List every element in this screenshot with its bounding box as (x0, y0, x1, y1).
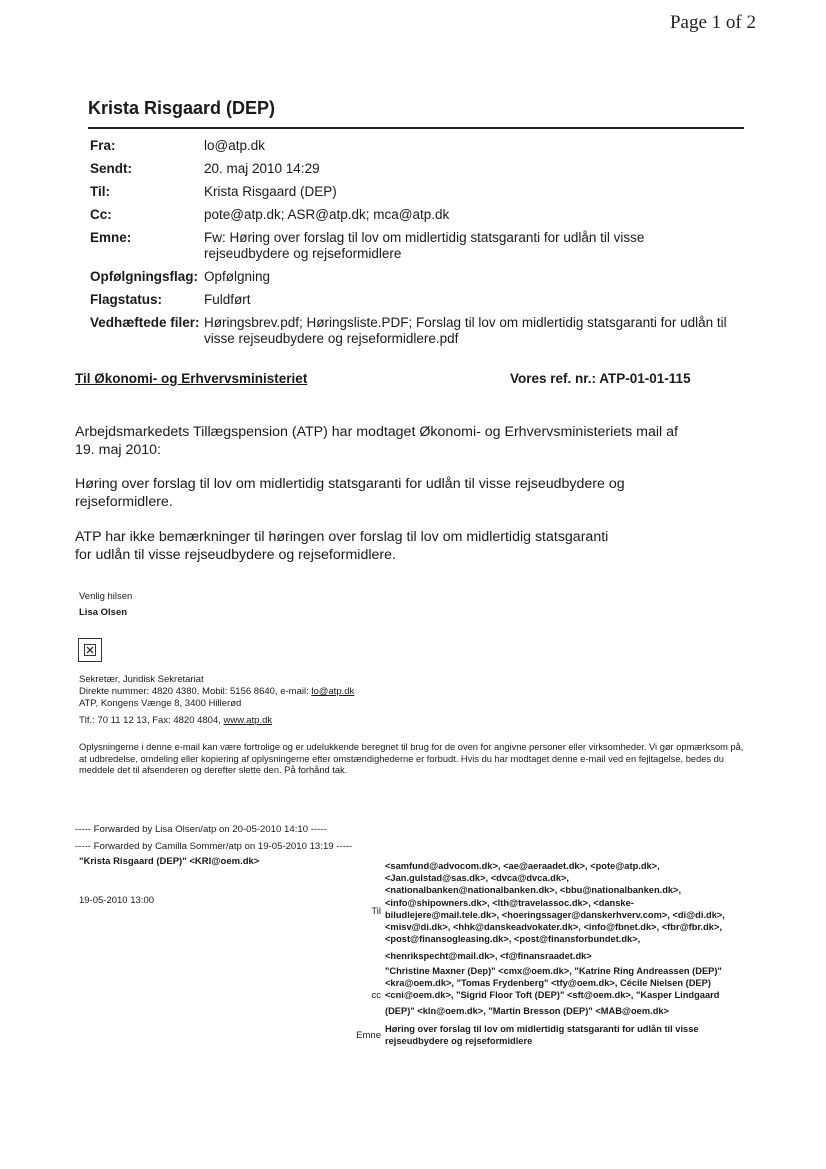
company-contact-text: Tlf.: 70 11 12 13, Fax: 4820 4804, (79, 715, 224, 726)
title-divider (88, 127, 744, 129)
to-line: <nationalbanken@nationalbanken.dk>, <bbu@nationalbanken.dk>, (385, 885, 682, 896)
signer-address: ATP, Kongens Vænge 8, 3400 Hillerød (79, 698, 242, 709)
flag-status-label: Flagstatus: (90, 292, 163, 307)
cc-value: pote@atp.dk; ASR@atp.dk; mca@atp.dk (204, 207, 450, 222)
to-line: <samfund@advocom.dk>, <ae@aeraadet.dk>, <pote@atp.dk>, (385, 861, 660, 871)
subject-line: rejseudbydere og rejseformidlere (385, 1036, 533, 1047)
original-to-label: Til (371, 906, 381, 917)
header-row-subject (90, 230, 750, 269)
signer-role: Sekretær, Juridisk Sekretariat (79, 674, 204, 685)
to-line: <henrikspecht@mail.dk>, <f@finansraadet.dk> (385, 951, 592, 962)
followup-flag-value: Opfølgning (204, 269, 271, 284)
header-row-to (90, 184, 750, 207)
email-title: Krista Risgaard (DEP) (88, 98, 276, 118)
to-line: <post@finansogleasing.dk>, <post@finansforbundet.dk>, (385, 934, 641, 945)
subject-line: Høring over forslag til lov om midlertidig statsgaranti for udlån til visse (385, 1024, 699, 1034)
reference-number: Vores ref. nr.: ATP-01-01-115 (510, 371, 691, 386)
broken-image-icon (78, 638, 102, 662)
original-subject-label: Emne (356, 1030, 381, 1041)
original-cc-label: cc (371, 990, 381, 1001)
original-date: 19-05-2010 13:00 (79, 895, 155, 906)
header-row-sent (90, 161, 750, 184)
header-row-flag-status (90, 292, 750, 315)
company-contact (79, 715, 272, 727)
subject-label: Emne: (90, 230, 132, 245)
recipient-ministry: Til Økonomi- og Erhvervsministeriet (75, 371, 308, 386)
cc-label: Cc: (90, 207, 112, 222)
sent-value: 20. maj 2010 14:29 (204, 161, 320, 176)
to-line: <misv@di.dk>, <hhk@danskeadvokater.dk>, <info@fbnet.dk>, <fbr@fbr.dk>, (385, 922, 722, 933)
header-row-cc (90, 207, 750, 230)
forward-line-1: ----- Forwarded by Lisa Olsen/atp on 20-05-2010 14:10 ----- (75, 824, 327, 835)
to-value: Krista Risgaard (DEP) (204, 184, 337, 199)
original-cc-list (385, 965, 765, 1017)
to-line: <info@shipowners.dk>, <lth@travelassoc.dk>, <danske- (385, 897, 634, 908)
cc-line: (DEP)" <kln@oem.dk>, "Martin Bresson (DEP)" <MAB@oem.dk> (385, 1005, 669, 1016)
from-value[interactable]: lo@atp.dk (204, 138, 265, 153)
from-label: Fra: (90, 138, 116, 153)
to-line: <Jan.gulstad@sas.dk>, <dvca@dvca.dk>, (385, 873, 570, 884)
subject-value: Fw: Høring over forslag til lov om midlertidig statsgaranti for udlån til visse rejseudbydere og rejseformidlere (204, 230, 645, 261)
body-paragraph-1: Arbejdsmarkedets Tillægspension (ATP) har modtaget Økonomi- og Erhvervsministeriets mail af 19. maj 2010: (75, 424, 678, 458)
disclaimer: Oplysningerne i denne e-mail kan være fortrolige og er udelukkende beregnet til brug for de oven for angivne personer eller virksomheder. Vi gør opmærksom på, at udbredelse, omdeling eller kopiering af oplysningerne efter omstændighederne er forbudt. Hvis du har modtaget denne e-mail ved en fejltagelse, bedes du meddele det til afsenderen og derefter slette den. På forhånd tak. (79, 742, 744, 775)
to-label: Til: (90, 184, 110, 199)
signer-contact-text: Direkte nummer: 4820 4380, Mobil: 5156 8640, e-mail: (79, 686, 312, 697)
body-paragraph-3: ATP har ikke bemærkninger til høringen over forslag til lov om midlertidig statsgaranti for udlån til visse rejseudbydere og rejseformidlere. (75, 529, 609, 563)
signer-contact (79, 686, 354, 698)
forward-line-2: ----- Forwarded by Camilla Sommer/atp on 19-05-2010 13:19 ----- (75, 841, 353, 852)
original-to-list (385, 860, 765, 963)
followup-flag-label: Opfølgningsflag: (90, 269, 198, 284)
signer-email-link[interactable]: lo@atp.dk (311, 686, 355, 697)
cc-line: "Christine Maxner (Dep)" <cmx@oem.dk>, "Katrine Ring Andreassen (DEP)" (385, 966, 722, 976)
company-website-link[interactable]: www.atp.dk (223, 715, 273, 726)
original-sender: "Krista Risgaard (DEP)" <KRI@oem.dk> (79, 856, 260, 867)
header-row-attachments (90, 315, 750, 354)
cc-line: <cni@oem.dk>, "Sigrid Floor Toft (DEP)" <sft@oem.dk>, "Kasper Lindgaard (385, 990, 720, 1001)
greeting: Venlig hilsen (79, 591, 133, 602)
header-row-from (90, 138, 750, 161)
sent-label: Sendt: (90, 161, 132, 176)
header-row-followup-flag (90, 269, 750, 292)
attachments-value[interactable]: Høringsbrev.pdf; Høringsliste.PDF; Forslag til lov om midlertidig statsgaranti for udlån til visse rejseudbydere og rejseformidlere.pdf (204, 315, 727, 346)
attachments-label: Vedhæftede filer: (90, 315, 200, 330)
signer-name: Lisa Olsen (79, 607, 128, 618)
page-number: Page 1 of 2 (669, 12, 756, 33)
to-line: biludlejere@mail.tele.dk>, <hoeringssager@danskerhverv.com>, <di@di.dk>, (385, 909, 725, 920)
email-header-table (90, 138, 750, 354)
flag-status-value: Fuldført (204, 292, 251, 307)
original-subject (385, 1023, 765, 1047)
body-paragraph-2: Høring over forslag til lov om midlertidig statsgaranti for udlån til visse rejseudbydere og rejseformidlere. (75, 476, 625, 510)
cc-line: <kra@oem.dk>, "Tomas Frydenberg" <tfy@oem.dk>, Cécile Nielsen (DEP) (385, 978, 711, 989)
